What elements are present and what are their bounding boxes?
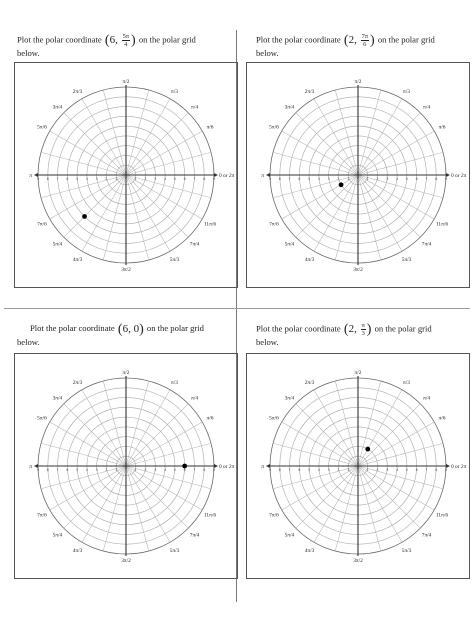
ring-tick-label: 1 (115, 177, 118, 181)
ring-tick-label: 1 (366, 177, 369, 181)
ring-tick-label: 7 (56, 177, 59, 181)
plotted-point (365, 447, 370, 452)
angle-label: 3π/4 (284, 395, 295, 402)
angle-label: 5π/4 (284, 532, 295, 539)
angle-label: π/3 (403, 88, 410, 95)
grid-spoke (126, 381, 149, 466)
grid-spoke (64, 466, 126, 528)
prompt-before: Plot the polar coordinate (17, 34, 102, 45)
polar-grid (247, 63, 469, 287)
ring-tick-label: 3 (154, 468, 157, 472)
grid-spoke (358, 466, 381, 551)
ring-tick-label: 2 (105, 177, 108, 181)
angle-label: 5π/3 (169, 257, 180, 264)
ring-tick-label: 5 (173, 177, 176, 181)
angle-label: 5π/4 (52, 532, 63, 539)
angle-label: 5π/3 (401, 257, 412, 264)
ring-tick-label: 5 (76, 468, 79, 472)
grid-spoke (103, 381, 126, 466)
prompt-after: on the polar grid (146, 323, 204, 333)
angle-label: 7π/6 (37, 221, 47, 228)
grid-spoke (41, 175, 126, 198)
grid-spoke (41, 466, 126, 489)
grid-spoke (358, 152, 443, 175)
coord-theta-denominator: 6 (363, 41, 367, 48)
polar-grid-box (246, 353, 470, 579)
ring-tick-label: 8 (46, 177, 49, 181)
ring-tick-label: 1 (347, 468, 350, 472)
grid-spoke (358, 404, 420, 466)
grid-spoke (64, 404, 126, 466)
ring-tick-label: 4 (396, 468, 399, 472)
angle-label: 3π/2 (121, 558, 131, 564)
angle-label: 0 or 2π (219, 464, 235, 470)
ring-tick-label: 2 (376, 468, 379, 472)
grid-spoke (126, 466, 211, 489)
prompt-line2: below. (256, 337, 279, 347)
grid-spoke (358, 381, 381, 466)
angle-label: 7π/4 (189, 241, 200, 248)
angle-label: π (29, 464, 32, 470)
grid-spoke (358, 113, 420, 175)
grid-spoke (126, 175, 211, 198)
problem-prompt (256, 322, 432, 347)
polar-grid (15, 354, 237, 578)
angle-label: 5π/6 (37, 124, 47, 131)
ring-tick-label: 6 (66, 177, 69, 181)
ring-tick-label: 5 (173, 468, 176, 472)
ring-tick-label: 6 (66, 468, 69, 472)
angle-label: 5π/3 (169, 548, 180, 555)
angle-label: 2π/3 (72, 379, 83, 386)
grid-spoke (273, 152, 358, 175)
ring-tick-label: 3 (154, 177, 157, 181)
angle-label: π/3 (171, 379, 178, 386)
angle-label: 7π/6 (269, 512, 279, 519)
angle-label: π/6 (206, 415, 214, 422)
angle-label: 5π/3 (401, 548, 412, 555)
grid-spoke (296, 113, 358, 175)
grid-spoke (103, 466, 126, 551)
prompt-after: on the polar grid (377, 34, 435, 45)
coord-theta-numerator: 7π (361, 33, 368, 40)
prompt-before: Plot the polar coordinate (256, 323, 341, 334)
grid-spoke (358, 90, 381, 175)
problem-prompt (17, 321, 204, 347)
coord-theta: 0 (133, 322, 140, 335)
polar-grid (247, 354, 469, 578)
angle-label: 2π/3 (72, 88, 83, 95)
ring-tick-label: 1 (134, 177, 137, 181)
polar-grid-box (14, 353, 238, 579)
angle-label: 3π/4 (52, 104, 63, 111)
polar-coordinate: (6, 0) (117, 321, 144, 337)
grid-spoke (296, 466, 358, 528)
grid-spoke (358, 175, 443, 198)
grid-spoke (103, 175, 126, 260)
ring-tick-label: 5 (405, 177, 408, 181)
angle-label: π/2 (122, 370, 130, 376)
angle-label: π/2 (354, 370, 362, 376)
ring-tick-label: 4 (396, 177, 399, 181)
ring-tick-label: 1 (134, 468, 137, 472)
ring-tick-label: 8 (203, 468, 206, 472)
angle-label: π (261, 464, 264, 470)
ring-tick-label: 7 (56, 468, 59, 472)
ring-tick-label: 2 (376, 177, 379, 181)
ring-tick-label: 9 (444, 177, 448, 181)
angle-label: π/4 (191, 395, 199, 402)
ring-tick-label: 7 (193, 468, 196, 472)
coord-theta-numerator: π (361, 322, 365, 329)
ring-tick-label: 3 (327, 468, 330, 472)
ring-tick-label: 2 (144, 177, 147, 181)
grid-spoke (64, 175, 126, 237)
ring-tick-label: 3 (386, 177, 389, 181)
ring-tick-label: 8 (278, 177, 281, 181)
problem-prompt (256, 33, 435, 58)
angle-label: 7π/6 (269, 221, 279, 228)
ring-tick-label: 9 (36, 177, 40, 181)
grid-spoke (126, 152, 211, 175)
ring-tick-label: 6 (183, 468, 186, 472)
angle-label: 3π/2 (353, 267, 363, 273)
grid-spoke (296, 404, 358, 466)
ring-tick-label: 4 (164, 468, 167, 472)
angle-label: π/2 (354, 79, 362, 85)
angle-label: 5π/6 (269, 124, 279, 131)
polar-grid-box (246, 62, 470, 288)
ring-tick-label: 2 (105, 468, 108, 472)
angle-label: 3π/4 (52, 395, 63, 402)
grid-spoke (335, 90, 358, 175)
grid-spoke (358, 443, 443, 466)
grid-spoke (126, 175, 149, 260)
grid-spoke (358, 466, 420, 528)
ring-tick-label: 7 (425, 177, 428, 181)
coord-theta-fraction (361, 33, 369, 48)
angle-label: 5π/4 (52, 241, 63, 248)
angle-label: 4π/3 (72, 257, 83, 264)
ring-tick-label: 7 (425, 468, 428, 472)
ring-tick-label: 4 (85, 177, 88, 181)
angle-label: π/6 (438, 124, 446, 131)
grid-spoke (64, 113, 126, 175)
ring-tick-label: 3 (95, 468, 98, 472)
ring-tick-label: 5 (308, 468, 311, 472)
ring-tick-label: 6 (415, 177, 418, 181)
grid-spoke (358, 175, 381, 260)
ring-tick-label: 2 (337, 468, 340, 472)
ring-tick-label: 9 (212, 468, 216, 472)
polar-coordinate: (2, $\frac{7\pi}{6}$ ) (343, 33, 375, 48)
angle-label: 5π/6 (37, 415, 47, 422)
prompt-line2: below. (256, 48, 279, 58)
grid-spoke (273, 175, 358, 198)
ring-tick-label: 1 (347, 177, 350, 181)
prompt-after: on the polar grid (374, 323, 432, 334)
grid-spoke (41, 152, 126, 175)
ring-tick-label: 4 (317, 468, 320, 472)
coord-r: 6 (122, 322, 129, 335)
angle-label: 11π/6 (435, 221, 449, 228)
ring-tick-label: 8 (278, 468, 281, 472)
grid-spoke (358, 466, 443, 489)
angle-label: 4π/3 (304, 548, 315, 555)
ring-tick-label: 5 (405, 468, 408, 472)
angle-label: π/2 (122, 79, 130, 85)
ring-tick-label: 5 (308, 177, 311, 181)
ring-tick-label: 1 (115, 468, 118, 472)
coord-r: 2 (348, 34, 355, 47)
coord-theta-denominator: 4 (124, 41, 128, 48)
grid-spoke (126, 90, 149, 175)
ring-tick-label: 4 (85, 468, 88, 472)
angle-label: 3π/2 (121, 267, 131, 273)
plotted-point (182, 464, 187, 469)
angle-label: 4π/3 (304, 257, 315, 264)
ring-tick-label: 3 (95, 177, 98, 181)
ring-tick-label: 8 (203, 177, 206, 181)
grid-spoke (126, 404, 188, 466)
grid-spoke (273, 466, 358, 489)
ring-tick-label: 6 (298, 468, 301, 472)
plotted-point (82, 214, 87, 219)
angle-label: 3π/4 (284, 104, 295, 111)
ring-tick-label: 4 (317, 177, 320, 181)
angle-label: 11π/6 (203, 512, 217, 519)
angle-label: 7π/6 (37, 512, 47, 519)
polar-grid (15, 63, 237, 287)
ring-tick-label: 7 (288, 468, 291, 472)
angle-label: 5π/6 (269, 415, 279, 422)
grid-spoke (335, 466, 358, 551)
ring-tick-label: 2 (337, 177, 340, 181)
grid-spoke (358, 175, 420, 237)
angle-label: 7π/4 (189, 532, 200, 539)
angle-label: 0 or 2π (451, 173, 467, 179)
angle-label: π/6 (206, 124, 214, 131)
angle-label: π/4 (191, 104, 199, 111)
coord-theta-numerator: 5π (122, 33, 129, 40)
coord-theta-fraction (122, 33, 130, 48)
ring-tick-label: 3 (327, 177, 330, 181)
ring-tick-label: 9 (268, 177, 272, 181)
ring-tick-label: 8 (435, 468, 438, 472)
polar-coordinate: (2, $\frac{\pi}{3}$ ) (343, 322, 372, 337)
coord-r: 6 (109, 34, 116, 47)
ring-tick-label: 9 (268, 468, 272, 472)
grid-spoke (335, 175, 358, 260)
ring-tick-label: 8 (435, 177, 438, 181)
ring-tick-label: 4 (164, 177, 167, 181)
ring-tick-label: 8 (46, 468, 49, 472)
grid-spoke (126, 466, 149, 551)
angle-label: 11π/6 (435, 512, 449, 519)
ring-tick-label: 6 (415, 468, 418, 472)
ring-tick-label: 3 (386, 468, 389, 472)
ring-tick-label: 1 (366, 468, 369, 472)
grid-spoke (273, 443, 358, 466)
prompt-line2: below. (17, 337, 40, 347)
angle-label: π (29, 173, 32, 179)
ring-tick-label: 5 (76, 177, 79, 181)
ring-tick-label: 2 (144, 468, 147, 472)
grid-spoke (126, 466, 188, 528)
angle-label: π/6 (438, 415, 446, 422)
ring-tick-label: 9 (36, 468, 40, 472)
angle-label: 4π/3 (72, 548, 83, 555)
angle-label: π/4 (423, 104, 431, 111)
polar-grid-box (14, 62, 238, 288)
angle-label: 7π/4 (421, 241, 432, 248)
polar-coordinate: (6, $\frac{5\pi}{4}$ ) (104, 33, 136, 48)
grid-spoke (41, 443, 126, 466)
ring-tick-label: 7 (193, 177, 196, 181)
angle-label: 5π/4 (284, 241, 295, 248)
ring-tick-label: 9 (444, 468, 448, 472)
angle-label: 3π/2 (353, 558, 363, 564)
grid-spoke (103, 90, 126, 175)
angle-label: π/4 (423, 395, 431, 402)
coord-r: 2 (348, 323, 355, 336)
angle-label: π/3 (171, 88, 178, 95)
prompt-before: Plot the polar coordinate (256, 34, 341, 45)
ring-tick-label: 6 (183, 177, 186, 181)
horizontal-divider (4, 308, 470, 309)
coord-theta-fraction (361, 322, 366, 337)
grid-spoke (126, 113, 188, 175)
plotted-point (339, 182, 344, 187)
angle-label: 11π/6 (203, 221, 217, 228)
prompt-line2: below. (17, 48, 40, 58)
ring-tick-label: 9 (212, 177, 216, 181)
angle-label: 0 or 2π (219, 173, 235, 179)
ring-tick-label: 7 (288, 177, 291, 181)
grid-spoke (296, 175, 358, 237)
angle-label: π/3 (403, 379, 410, 386)
angle-label: 2π/3 (304, 88, 315, 95)
angle-label: 7π/4 (421, 532, 432, 539)
prompt-after: on the polar grid (138, 34, 196, 45)
ring-tick-label: 6 (298, 177, 301, 181)
angle-label: 2π/3 (304, 379, 315, 386)
angle-label: π (261, 173, 264, 179)
prompt-before: Plot the polar coordinate (30, 323, 115, 333)
grid-spoke (126, 175, 188, 237)
problem-prompt (17, 33, 196, 58)
grid-spoke (335, 381, 358, 466)
angle-label: 0 or 2π (451, 464, 467, 470)
grid-spoke (126, 443, 211, 466)
coord-theta-denominator: 3 (361, 330, 365, 337)
